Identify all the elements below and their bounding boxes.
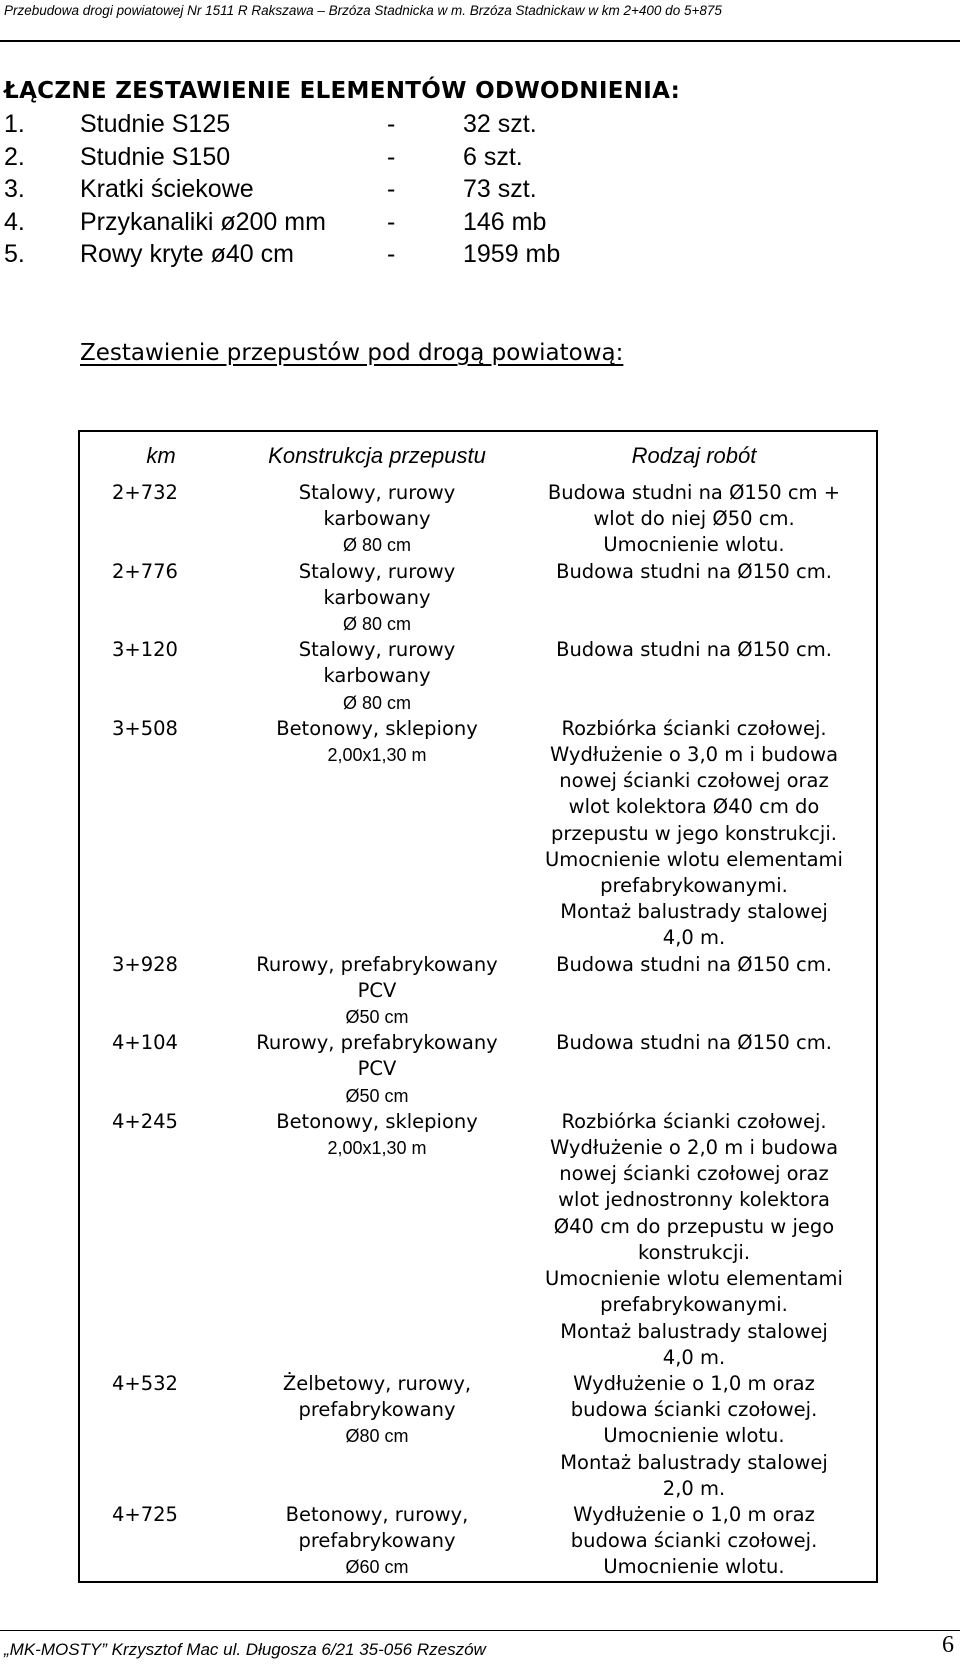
roboty-line: Wydłużenie o 2,0 m i budowa: [549, 1136, 839, 1160]
cell-roboty: [512, 480, 877, 559]
konstrukcja-line: karbowany: [323, 507, 431, 531]
wymiar-line: 2,00x1,30 m: [327, 1138, 427, 1159]
cell-roboty: [512, 1109, 877, 1371]
roboty-line: Budowa studni na Ø150 cm.: [556, 952, 832, 976]
roboty-line: nowej ścianki czołowej oraz: [559, 769, 829, 793]
wymiar-line: Ø50 cm: [345, 1007, 409, 1028]
konstrukcja-line: Rurowy, prefabrykowany: [256, 952, 498, 976]
roboty-line: Budowa studni na Ø150 cm +: [547, 481, 841, 504]
table-row: [79, 952, 877, 1031]
konstrukcja-line: karbowany: [323, 664, 431, 688]
cell-konstrukcja: [242, 637, 512, 716]
roboty-line: Umocnienie wlotu elementami: [545, 1267, 843, 1291]
roboty-line: nowej ścianki czołowej oraz: [559, 1162, 829, 1186]
konstrukcja-line: Betonowy, sklepiony: [276, 1109, 478, 1133]
table-header-row: [79, 431, 877, 480]
cell-konstrukcja: [242, 1109, 512, 1371]
table-row: [79, 480, 877, 559]
page-number: 6: [942, 1632, 954, 1658]
konstrukcja-line: prefabrykowany: [298, 1529, 456, 1553]
item-dash: -: [387, 175, 396, 203]
roboty-line: wlot kolektora Ø40 cm do: [568, 795, 820, 819]
cell-konstrukcja: [242, 1502, 512, 1582]
roboty-line: 4,0 m.: [662, 926, 726, 950]
roboty-line: Ø40 cm do przepustu w jego: [553, 1214, 835, 1238]
item-dash: -: [387, 110, 396, 138]
item-name: Przykanaliki ø200 mm: [80, 207, 326, 236]
cell-km: 4+245: [112, 1109, 178, 1133]
summary-title: ŁĄCZNE ZESTAWIENIE ELEMENTÓW ODWODNIENIA:: [4, 78, 681, 104]
item-dash: -: [387, 142, 396, 171]
item-dash: -: [387, 207, 396, 236]
table-row: [79, 1502, 877, 1582]
roboty-line: prefabrykowanymi.: [600, 874, 788, 898]
culverts-table: [78, 430, 878, 1583]
cell-km: 3+120: [112, 638, 178, 662]
wymiar-line: Ø 80 cm: [342, 614, 412, 635]
cell-roboty: [512, 1502, 877, 1582]
wymiar-line: Ø 80 cm: [342, 692, 412, 713]
roboty-line: Budowa studni na Ø150 cm.: [556, 638, 832, 662]
cell-roboty: [512, 952, 877, 1031]
konstrukcja-line: Żelbetowy, rurowy,: [282, 1371, 472, 1395]
culverts-body: [79, 480, 877, 1582]
roboty-line: wlot jednostronny kolektora: [558, 1188, 830, 1212]
item-number: 2.: [4, 142, 25, 171]
roboty-line: Wydłużenie o 3,0 m i budowa: [549, 743, 839, 767]
wymiar-line: 2,00x1,30 m: [327, 745, 427, 766]
cell-roboty: [512, 559, 877, 638]
cell-roboty: [512, 637, 877, 716]
item-value: 1959 mb: [463, 240, 561, 268]
roboty-line: 4,0 m.: [662, 1345, 726, 1369]
cell-km: 2+776: [112, 559, 178, 583]
cell-konstrukcja: [242, 480, 512, 559]
roboty-line: Wydłużenie o 1,0 m oraz: [573, 1371, 815, 1395]
konstrukcja-line: Betonowy, rurowy,: [285, 1502, 469, 1526]
cell-konstrukcja: [242, 559, 512, 638]
table-row: [79, 1109, 877, 1371]
item-name: Kratki ściekowe: [80, 175, 254, 203]
culverts-title: Zestawienie przepustów pod drogą powiatową:: [80, 340, 624, 366]
cell-konstrukcja: [242, 1030, 512, 1109]
konstrukcja-line: Stalowy, rurowy: [298, 481, 456, 504]
item-value: 73 szt.: [463, 175, 537, 203]
roboty-line: Montaż balustrady stalowej: [560, 1450, 828, 1474]
header-konstrukcja: Konstrukcja przepustu: [268, 443, 486, 468]
cell-roboty: [512, 1371, 877, 1502]
item-name: Studnie S125: [80, 110, 231, 138]
item-value: 146 mb: [463, 207, 547, 236]
table-row: [79, 637, 877, 716]
cell-km: 2+732: [112, 481, 178, 504]
roboty-line: Budowa studni na Ø150 cm.: [556, 1031, 832, 1055]
roboty-line: Wydłużenie o 1,0 m oraz: [573, 1502, 815, 1526]
header-km: km: [146, 443, 176, 468]
roboty-line: Umocnienie wlotu.: [603, 1555, 785, 1579]
item-name: Studnie S150: [80, 142, 231, 171]
cell-km: 3+508: [112, 716, 178, 740]
item-dash: -: [387, 240, 396, 268]
konstrukcja-line: Stalowy, rurowy: [298, 638, 456, 662]
header-text: Przebudowa drogi powiatowej Nr 1511 R Rakszawa – Brzóza Stadnicka w m. Brzóza Stadnickaw w km 2+400 do 5+875: [4, 3, 722, 18]
cell-roboty: [512, 716, 877, 952]
roboty-line: budowa ścianki czołowej.: [570, 1529, 818, 1553]
roboty-line: Umocnienie wlotu.: [603, 533, 785, 557]
wymiar-line: Ø80 cm: [345, 1426, 409, 1447]
table-row: [79, 559, 877, 638]
table-row: [79, 1030, 877, 1109]
roboty-line: budowa ścianki czołowej.: [570, 1398, 818, 1422]
roboty-line: prefabrykowanymi.: [600, 1293, 788, 1317]
konstrukcja-line: karbowany: [323, 585, 431, 609]
cell-km: 4+725: [112, 1502, 178, 1526]
cell-roboty: [512, 1030, 877, 1109]
konstrukcja-line: Rurowy, prefabrykowany: [256, 1031, 498, 1055]
konstrukcja-line: prefabrykowany: [298, 1398, 456, 1422]
roboty-line: Umocnienie wlotu elementami: [545, 847, 843, 871]
table-row: [79, 716, 877, 952]
konstrukcja-line: PCV: [357, 978, 397, 1002]
roboty-line: Budowa studni na Ø150 cm.: [556, 559, 832, 583]
item-number: 3.: [4, 175, 25, 203]
table-row: [79, 1371, 877, 1502]
item-name: Rowy kryte ø40 cm: [80, 240, 294, 268]
cell-konstrukcja: [242, 1371, 512, 1502]
wymiar-line: Ø 80 cm: [342, 535, 412, 556]
footer-text: „MK-MOSTY” Krzysztof Mac ul. Długosza 6/21 35-056 Rzeszów: [4, 1640, 486, 1659]
footer-divider: [0, 1630, 960, 1631]
roboty-line: Montaż balustrady stalowej: [560, 1319, 828, 1343]
cell-konstrukcja: [242, 716, 512, 952]
roboty-line: przepustu w jego konstrukcji.: [551, 821, 837, 845]
cell-km: 4+104: [112, 1031, 178, 1055]
header-rodzaj: Rodzaj robót: [631, 443, 757, 468]
roboty-line: Montaż balustrady stalowej: [560, 900, 828, 924]
roboty-line: wlot do niej Ø50 cm.: [593, 507, 795, 531]
wymiar-line: Ø50 cm: [345, 1085, 409, 1106]
wymiar-line: Ø60 cm: [345, 1557, 409, 1578]
cell-konstrukcja: [242, 952, 512, 1031]
item-value: 6 szt.: [463, 142, 523, 171]
roboty-line: konstrukcji.: [637, 1240, 751, 1264]
item-value: 32 szt.: [463, 110, 537, 138]
roboty-line: 2,0 m.: [662, 1476, 726, 1500]
roboty-line: Rozbiórka ścianki czołowej.: [561, 716, 827, 740]
konstrukcja-line: Stalowy, rurowy: [298, 559, 456, 583]
cell-km: 3+928: [112, 952, 178, 976]
item-number: 1.: [4, 110, 25, 138]
roboty-line: Rozbiórka ścianki czołowej.: [561, 1109, 827, 1133]
item-number: 5.: [4, 240, 25, 268]
item-number: 4.: [4, 207, 25, 236]
cell-km: 4+532: [112, 1371, 178, 1395]
roboty-line: Umocnienie wlotu.: [603, 1424, 785, 1448]
konstrukcja-line: Betonowy, sklepiony: [276, 716, 478, 740]
konstrukcja-line: PCV: [357, 1057, 397, 1081]
page-header: [0, 0, 960, 42]
